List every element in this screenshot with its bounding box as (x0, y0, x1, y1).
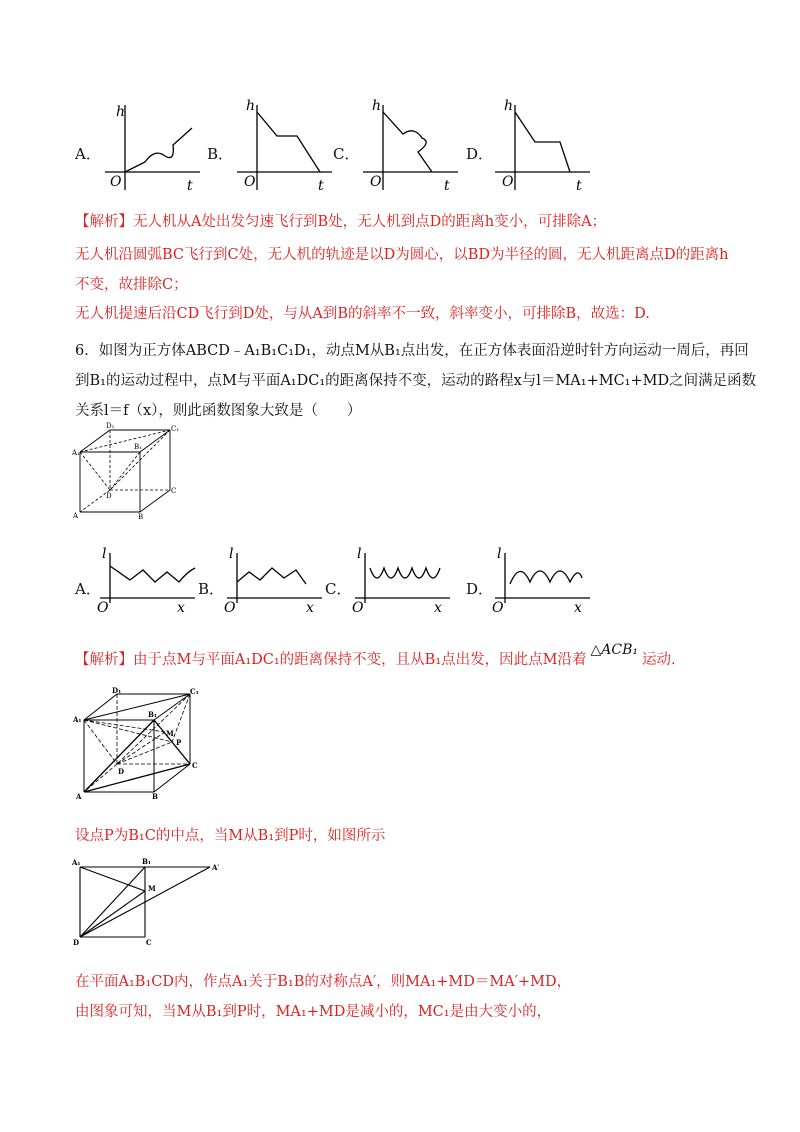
svg-text:D: D (106, 492, 112, 500)
svg-text:P: P (176, 738, 182, 747)
svg-text:O: O (370, 174, 382, 190)
option-d-label: D． (466, 145, 494, 163)
q5-solution-line1: 【解析】无人机从A处出发匀速飞行到B处，无人机到点D的距离h变小，可排除A； (75, 214, 607, 230)
svg-text:D: D (73, 938, 80, 947)
q5-solution-line4: 无人机提速后沿CD飞行到D处，与从A到B的斜率不一致，斜率变小，可排除B，故选：D. (75, 306, 650, 322)
cube-figure-1 (70, 422, 190, 521)
svg-text:B₁: B₁ (142, 857, 151, 866)
q5-solution-line2: 无人机沿圆弧BC飞行到C处，无人机的轨迹是以D为圆心，以BD为半径的圆，无人机距离点D的距离h (75, 247, 729, 263)
option-a-graph (100, 100, 210, 195)
svg-text:x: x (306, 600, 314, 616)
option-d-graph (490, 100, 600, 195)
svg-text:h: h (246, 98, 256, 114)
option-a-label: A． (75, 145, 101, 163)
svg-text:O: O (502, 174, 514, 190)
q6-line2: 到B₁的运动过程中，点M与平面A₁DC₁的距离保持不变，运动的路程x与l＝MA₁+MC₁+MD之间满足函数 (75, 373, 757, 389)
triangle-acb1: △ACB₁ (590, 642, 638, 658)
svg-text:D₁: D₁ (106, 422, 115, 430)
svg-text:A₁: A₁ (72, 449, 80, 457)
q6-option-d-label: D． (466, 580, 494, 598)
svg-text:h: h (504, 98, 514, 114)
q6-line3: 关系l＝f（x），则此函数图象大致是（ ） (75, 403, 362, 419)
origin: O (110, 174, 122, 190)
q6-solution-line4: 由图象可知，当M从B₁到P时，MA₁+MD是减小的，MC₁是由大变小的， (75, 1004, 552, 1020)
q6-option-c-graph (350, 548, 460, 618)
option-b-label: B． (207, 145, 234, 163)
svg-text:t: t (576, 178, 582, 194)
svg-text:B: B (152, 792, 158, 801)
cube-figure-2 (72, 688, 197, 800)
svg-text:O: O (97, 600, 109, 616)
axis-t: t (187, 178, 193, 194)
svg-text:O: O (244, 174, 256, 190)
svg-text:x: x (177, 600, 185, 616)
svg-text:A′: A′ (212, 863, 220, 872)
svg-text:l: l (357, 546, 362, 562)
svg-text:t: t (318, 178, 324, 194)
svg-text:C: C (192, 761, 198, 770)
q6-line1: 6．如图为正方体ABCD﹣A₁B₁C₁D₁，动点M从B₁点出发，在正方体表面沿逆时针方向运动一周后，再回 (75, 343, 749, 359)
axis-h: h (116, 104, 126, 120)
svg-text:B: B (138, 513, 144, 521)
svg-text:D: D (118, 767, 125, 776)
svg-text:D₁: D₁ (112, 686, 122, 695)
svg-text:l: l (229, 546, 234, 562)
q5-solution-line3: 不变，故排除C； (75, 277, 188, 293)
plane-figure (70, 855, 230, 945)
svg-text:l: l (102, 546, 107, 562)
svg-text:A₁: A₁ (72, 858, 81, 867)
svg-text:O: O (492, 600, 504, 616)
q6-option-d-graph (490, 548, 600, 618)
svg-text:x: x (434, 600, 442, 616)
svg-text:O: O (352, 600, 364, 616)
svg-text:M: M (148, 884, 156, 893)
svg-text:h: h (372, 98, 382, 114)
svg-text:A₁: A₁ (73, 715, 82, 724)
q6-option-a-graph (95, 548, 205, 618)
option-c-label: C． (333, 145, 360, 163)
svg-text:C: C (146, 938, 152, 947)
svg-text:C₁: C₁ (171, 425, 180, 433)
option-c-graph (358, 100, 468, 195)
svg-text:l: l (497, 546, 502, 562)
svg-text:O: O (224, 600, 236, 616)
svg-text:M: M (166, 729, 174, 738)
svg-text:C: C (171, 487, 177, 495)
q6-option-b-graph (222, 548, 332, 618)
option-b-graph (232, 100, 342, 195)
q6-solution-line2: 设点P为B₁C的中点，当M从B₁到P时，如图所示 (75, 828, 386, 844)
svg-text:A: A (76, 792, 82, 801)
q6-option-c-label: C． (325, 580, 352, 598)
svg-text:t: t (444, 178, 450, 194)
svg-text:x: x (574, 600, 582, 616)
svg-text:A: A (73, 512, 79, 520)
q6-option-b-label: B． (198, 580, 225, 598)
q6-solution-line1-end: 运动. (641, 652, 676, 668)
svg-text:C₁: C₁ (190, 687, 199, 696)
q6-solution-line3: 在平面A₁B₁CD内，作点A₁关于B₁B的对称点A′，则MA₁+MD＝MA′+MD， (75, 974, 572, 990)
svg-text:B₁: B₁ (148, 710, 157, 719)
q6-option-a-label: A． (75, 580, 101, 598)
q6-solution-line1: 【解析】由于点M与平面A₁DC₁的距离保持不变，且从B₁点出发，因此点M沿着 (75, 652, 587, 668)
svg-text:B₁: B₁ (134, 443, 142, 451)
